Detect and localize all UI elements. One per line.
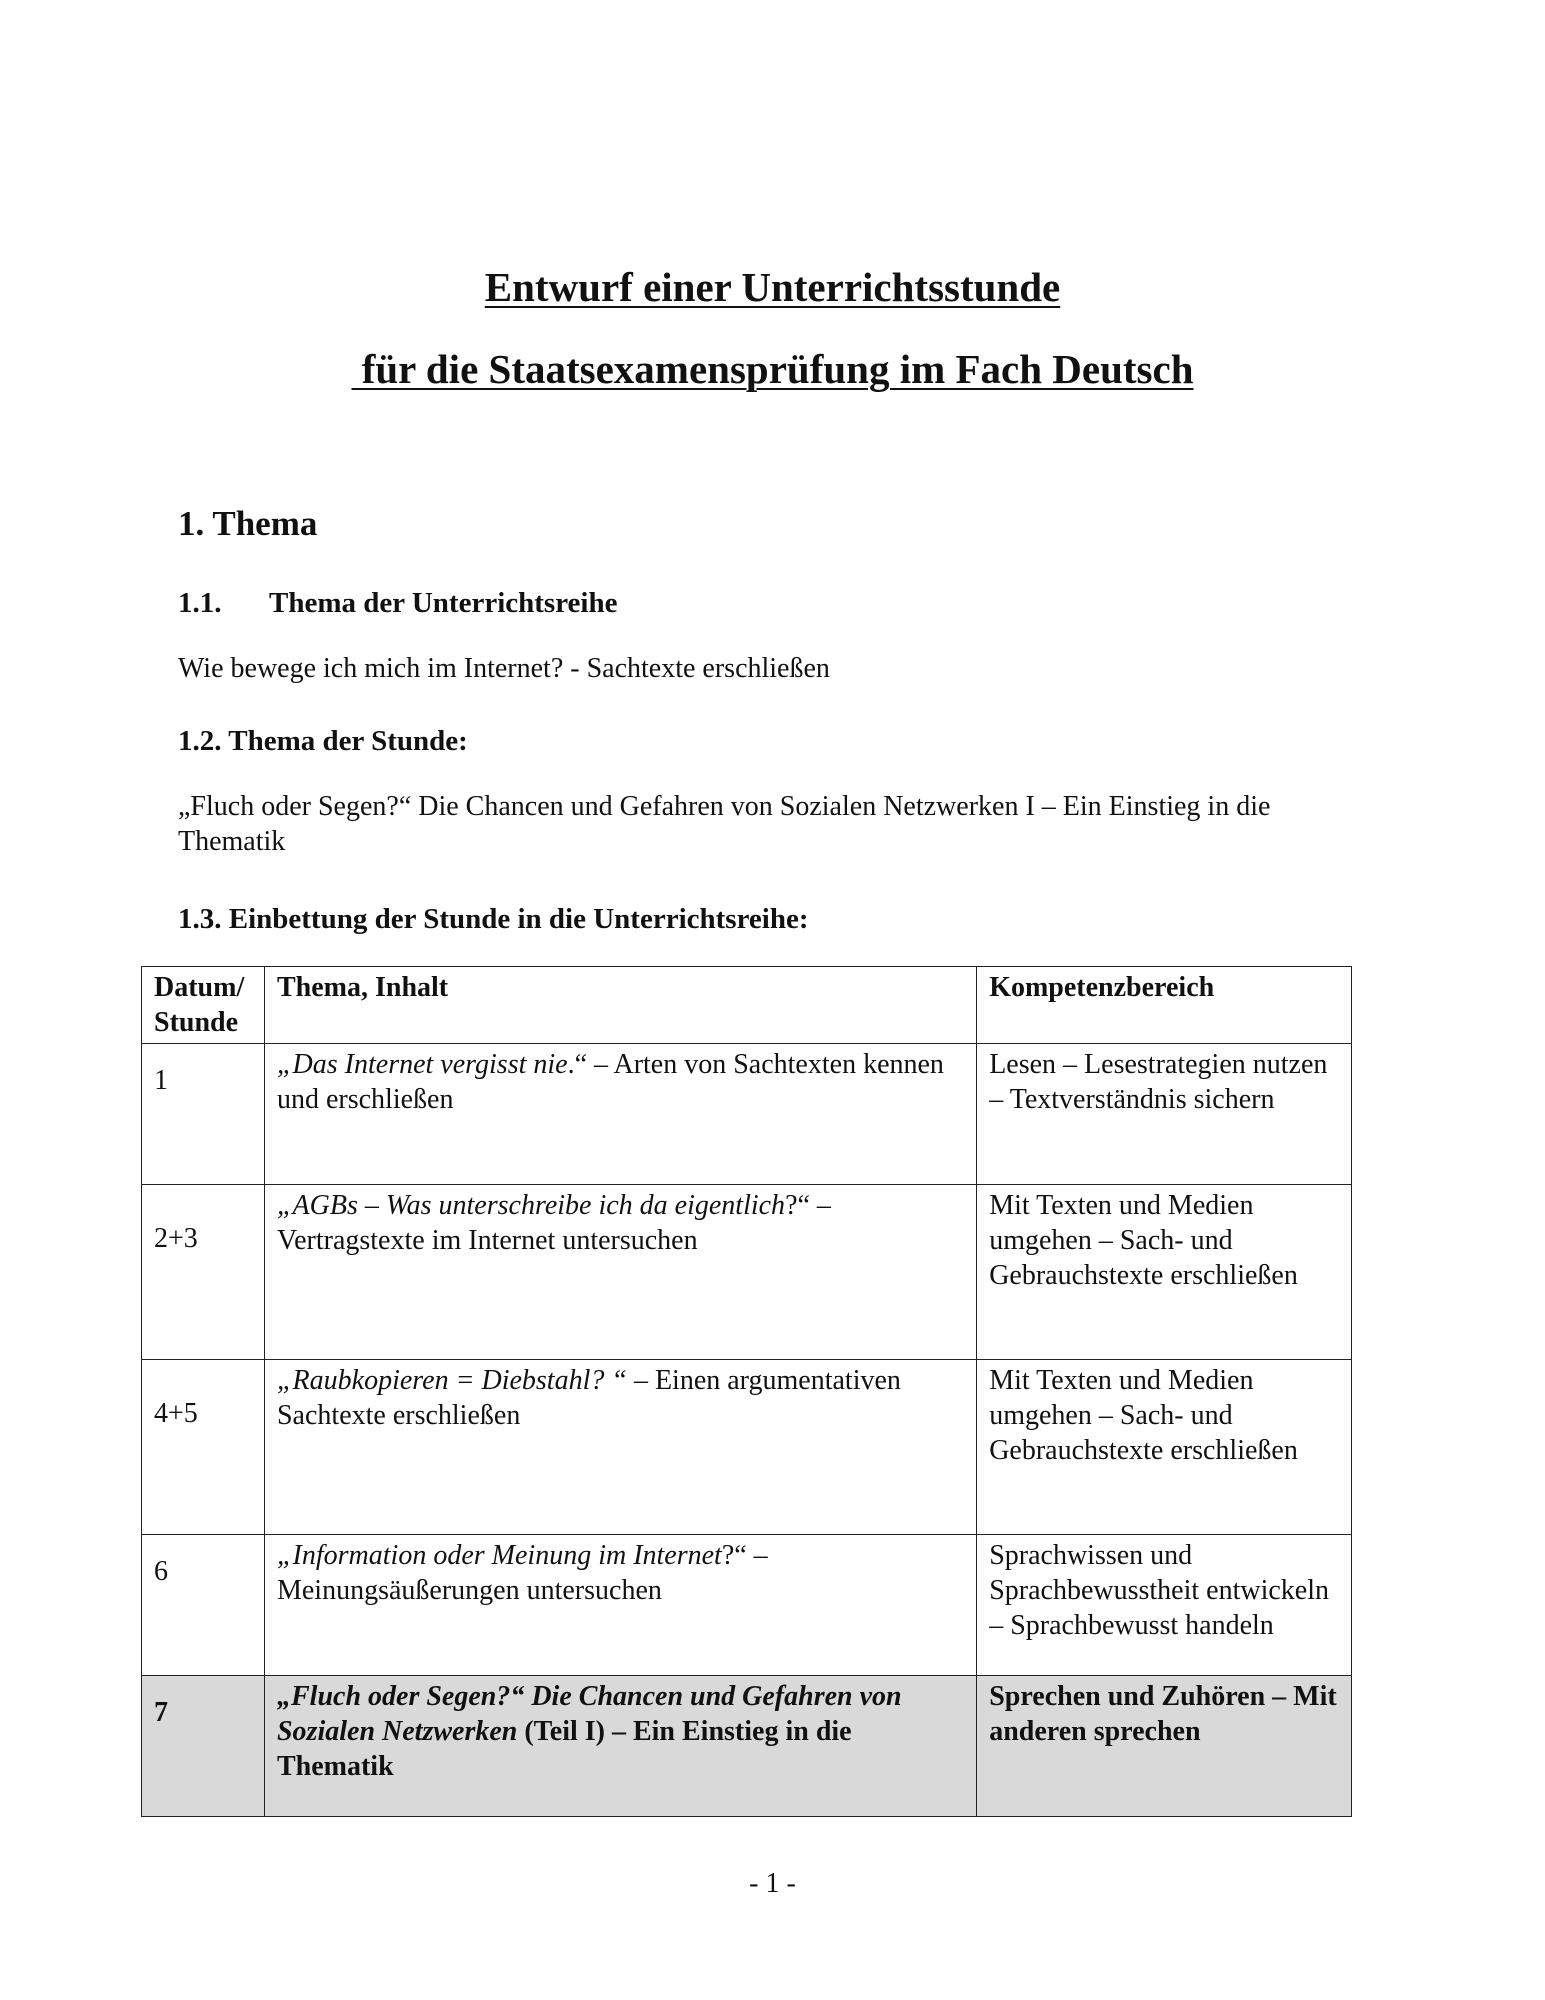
subsection-heading-stunde: 1.2. Thema der Stunde: (178, 725, 468, 757)
stunde-cell: 4+5 (142, 1360, 265, 1535)
kompetenz-cell: Sprechen und Zuhören – Mit anderen sprechen (977, 1676, 1352, 1817)
stunde-text: „Fluch oder Segen?“ Die Chancen und Gefahren von Sozialen Netzwerken I – Ein Einstieg in die Thematik (178, 791, 1271, 857)
header-kompetenzbereich: Kompetenzbereich (977, 967, 1352, 1044)
thema-cell (264, 1044, 976, 1185)
thema-italic: „Raubkopieren = Diebstahl? “ (276, 1365, 627, 1396)
subsection-heading-einbettung: 1.3. Einbettung der Stunde in die Unterrichtsreihe: (178, 903, 809, 935)
stunde-cell: 1 (142, 1044, 265, 1185)
stunde-cell: 7 (142, 1676, 265, 1817)
table-header-row (142, 967, 1352, 1044)
kompetenz-cell: Sprachwissen und Sprachbewusstheit entwickeln – Sprachbewusst handeln (977, 1535, 1352, 1676)
unterrichtsreihe-text: Wie bewege ich mich im Internet? - Sachtexte erschließen (178, 653, 830, 684)
thema-cell (264, 1360, 976, 1535)
lesson-plan-table (141, 966, 1352, 1817)
table-row (142, 1535, 1352, 1676)
table-row (142, 1360, 1352, 1535)
thema-cell (264, 1535, 976, 1676)
thema-italic: „Das Internet vergisst nie (276, 1049, 568, 1080)
thema-italic: „AGBs – Was unterschreibe ich da eigentlich (276, 1190, 786, 1221)
subsection-title: Thema der Unterrichtsreihe (269, 587, 618, 619)
table-row (142, 1044, 1352, 1185)
thema-cell (264, 1676, 976, 1817)
kompetenz-cell: Mit Texten und Medien umgehen – Sach- und Gebrauchstexte erschließen (977, 1360, 1352, 1535)
stunde-cell: 6 (142, 1535, 265, 1676)
table-row-highlighted (142, 1676, 1352, 1817)
section-heading-thema: 1. Thema (178, 504, 318, 543)
document-title-line-1: Entwurf einer Unterrichtsstunde (484, 264, 1061, 310)
thema-rest: (Teil I) – Ein Einstieg in die Thematik (276, 1716, 852, 1782)
thema-rest: ?“ – Meinungsäußerungen untersuchen (276, 1540, 768, 1606)
kompetenz-cell: Mit Texten und Medien umgehen – Sach- und Gebrauchstexte erschließen (977, 1185, 1352, 1360)
header-datum-stunde: Datum/ Stunde (142, 967, 265, 1044)
header-thema-inhalt: Thema, Inhalt (264, 967, 976, 1044)
document-title-line-2: für die Staatsexamensprüfung im Fach Deutsch (351, 346, 1194, 392)
thema-italic: „Information oder Meinung im Internet (276, 1540, 722, 1571)
table-row (142, 1185, 1352, 1360)
subsection-heading-unterrichtsreihe (178, 585, 617, 621)
subsection-number: 1.1. (178, 587, 222, 619)
thema-rest: ?“ – Vertragstexte im Internet untersuchen (276, 1190, 831, 1256)
page-number: - 1 - (749, 1868, 796, 1899)
thema-rest: – Einen argumentativen Sachtexte erschließen (276, 1365, 901, 1431)
thema-cell (264, 1185, 976, 1360)
thema-italic: „Fluch oder Segen?“ Die Chancen und Gefahren von Sozialen Netzwerken (276, 1681, 902, 1747)
kompetenz-cell: Lesen – Lesestrategien nutzen – Textverständnis sichern (977, 1044, 1352, 1185)
stunde-cell: 2+3 (142, 1185, 265, 1360)
thema-rest: .“ – Arten von Sachtexten kennen und erschließen (276, 1049, 944, 1115)
